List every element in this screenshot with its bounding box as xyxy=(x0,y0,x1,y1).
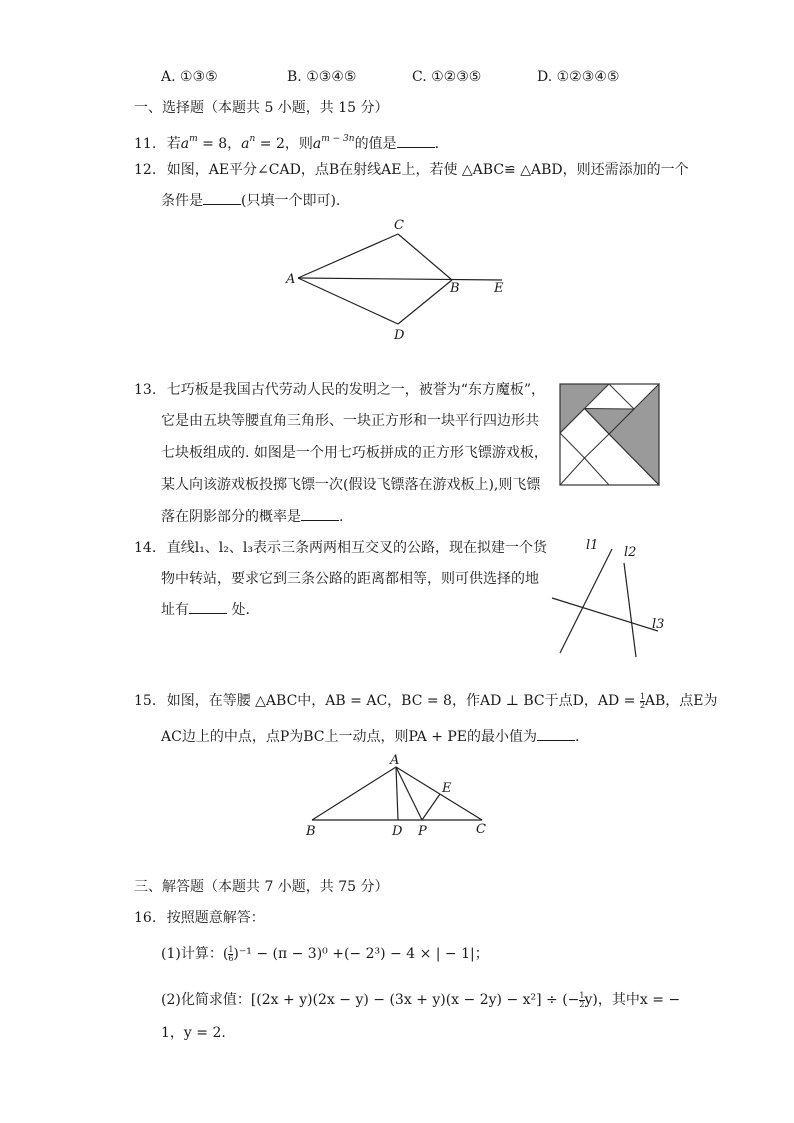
answer-blank xyxy=(537,726,575,741)
question-15: 15. 如图，在等腰 △ABC中，AB = AC，BC = 8，作AD ⊥ BC于点D，AD = $\frac{1}{2}$ AB，点E为 xyxy=(134,692,718,710)
option-b: B. ①③④⑤ xyxy=(287,69,357,85)
label-p: P xyxy=(418,824,427,839)
answer-blank xyxy=(397,133,435,148)
fraction: $\frac{1}{6}$ xyxy=(228,945,234,963)
label-a: A xyxy=(390,753,400,768)
label-b: B xyxy=(450,281,460,296)
question-12: 12. 如图，AE平分∠CAD，点B在射线AE上，若使 △ABC≌ △ABD，则还需添加的一个 xyxy=(134,162,689,178)
answer-blank xyxy=(189,599,227,614)
figure-12-kite xyxy=(280,212,520,347)
question-16: 16. 按照题意解答： xyxy=(134,910,265,926)
question-11: 11. 若$a^m = 8$，$a^n = 2$，则$a^{m - 3n}$的值是 . xyxy=(134,134,440,152)
tangram-figure xyxy=(559,383,661,487)
label-e: E xyxy=(442,781,452,796)
question-13-line2: 它是由五块等腰直角三角形、一块正方形和一块平行四边形共 xyxy=(161,413,539,429)
label-a: A xyxy=(286,272,296,287)
figure-15-triangle xyxy=(300,752,500,842)
option-c: C. ①②③⑤ xyxy=(412,69,482,85)
label-d: D xyxy=(392,824,403,839)
question-13-line4: 某人向该游戏板投掷飞镖一次(假设飞镖落在游戏板上),则飞镖 xyxy=(161,477,541,493)
label-l1: l1 xyxy=(586,538,599,553)
label-l3: l3 xyxy=(652,617,665,632)
section-heading-solve: 三、解答题（本题共 7 小题，共 75 分） xyxy=(134,879,389,895)
question-15-line2: AC边上的中点，点P为BC上一动点，则PA + PE的最小值为 . xyxy=(161,726,579,748)
question-12-line2: 条件是 (只填一个即可). xyxy=(161,190,340,212)
label-e: E xyxy=(494,281,504,296)
label-l2: l2 xyxy=(624,545,637,560)
question-16-part2: (2)化简求值：[(2x + y)(2x − y) − (3x + y)(x − 2y) − x²] ÷ (− $\frac{1}{2}$ y)，其中x = − xyxy=(161,991,681,1009)
question-14-line3: 址有 处. xyxy=(161,599,250,621)
answer-blank xyxy=(203,190,241,205)
label-b: B xyxy=(306,824,316,839)
question-13: 13. 七巧板是我国古代劳动人民的发明之一，被誉为“东方魔板”， xyxy=(134,382,546,398)
question-16-part1: (1)计算：( $\frac{1}{6}$ )⁻¹ − (π − 3)⁰ +(− 2³) − 4 × | − 1|； xyxy=(161,945,489,963)
question-14: 14. 直线l₁、l₂、l₃表示三条两两相互交叉的公路，现在拟建一个货 xyxy=(134,540,547,556)
label-d: D xyxy=(394,328,405,343)
fraction: $\frac{1}{2}$ xyxy=(639,692,645,710)
question-14-line2: 物中转站，要求它到三条公路的距离都相等，则可供选择的地 xyxy=(161,571,539,587)
section-heading-fill: 一、选择题（本题共 5 小题，共 15 分） xyxy=(134,100,389,116)
question-13-line5: 落在阴影部分的概率是 . xyxy=(161,506,343,528)
fraction: $\frac{1}{2}$ xyxy=(579,991,585,1009)
label-c: C xyxy=(394,218,404,233)
figure-14-lines xyxy=(548,535,668,663)
answer-blank xyxy=(301,506,339,521)
question-16-part2-line2: 1，y = 2. xyxy=(161,1025,226,1041)
question-13-line3: 七块板组成的. 如图是一个用七巧板拼成的正方形飞镖游戏板， xyxy=(161,445,548,461)
option-a: A. ①③⑤ xyxy=(161,69,218,85)
label-c: C xyxy=(476,822,486,837)
option-d: D. ①②③④⑤ xyxy=(537,69,620,85)
